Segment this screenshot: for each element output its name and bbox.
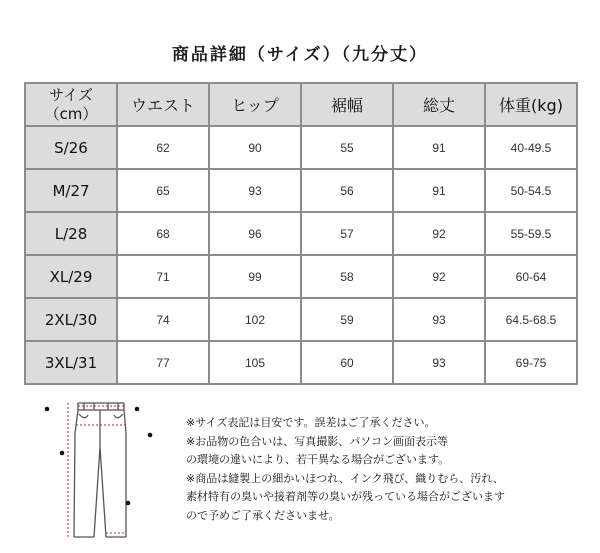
notes-section — [186, 414, 590, 526]
cell-size: S/26 — [25, 126, 117, 169]
cell-waist: 74 — [117, 298, 209, 341]
cell-weight: 69-75 — [485, 341, 577, 384]
cell-size: L/28 — [25, 212, 117, 255]
note-line-6: ので予めご了承くださいませ。 — [186, 508, 340, 522]
cell-size: M/27 — [25, 169, 117, 212]
column-header-size — [25, 83, 117, 126]
table-row — [25, 255, 577, 298]
cell-weight: 55-59.5 — [485, 212, 577, 255]
cell-total-length: 91 — [393, 169, 485, 212]
cell-size: 2XL/30 — [25, 298, 117, 341]
cell-total-length: 93 — [393, 341, 485, 384]
pants-measurement-diagram-icon — [38, 395, 156, 545]
cell-hip: 105 — [209, 341, 301, 384]
note-line-4: ※商品は縫製上の細かいほつれ、インク飛び、織りむら、汚れ、 — [186, 471, 504, 485]
table-body — [25, 126, 577, 384]
table-row — [25, 298, 577, 341]
cell-hem-width: 60 — [301, 341, 393, 384]
note-line-2: ※お品物の色合いは、写真撮影、パソコン画面表示等 — [186, 434, 448, 448]
cell-hem-width: 57 — [301, 212, 393, 255]
size-table — [24, 82, 578, 385]
column-header-size-label: サイズ — [49, 85, 93, 104]
cell-hip: 99 — [209, 255, 301, 298]
cell-weight: 64.5-68.5 — [485, 298, 577, 341]
cell-waist: 77 — [117, 341, 209, 384]
column-header-total-length: 総丈 — [393, 83, 485, 126]
cell-waist: 62 — [117, 126, 209, 169]
cell-waist: 65 — [117, 169, 209, 212]
cell-weight: 40-49.5 — [485, 126, 577, 169]
cell-waist: 71 — [117, 255, 209, 298]
page-title: 商品詳細（サイズ）（九分丈） — [171, 45, 429, 65]
cell-weight: 60-64 — [485, 255, 577, 298]
note-line-5: 素材特有の臭いや接着剤等の臭いが残っている場合がございます — [186, 490, 505, 504]
table-row — [25, 126, 577, 169]
cell-waist: 68 — [117, 212, 209, 255]
cell-hem-width: 58 — [301, 255, 393, 298]
note-line-1: ※サイズ表記は目安です。誤差はご了承ください。 — [186, 416, 436, 429]
cell-total-length: 92 — [393, 255, 485, 298]
note-line-3: の環境の違いにより、若干異なる場合がございます。 — [186, 453, 450, 467]
cell-weight: 50-54.5 — [485, 169, 577, 212]
cell-hem-width: 55 — [301, 126, 393, 169]
column-header-hip: ヒップ — [209, 83, 301, 126]
table-row — [25, 341, 577, 384]
cell-hem-width: 56 — [301, 169, 393, 212]
table-row — [25, 212, 577, 255]
cell-hip: 93 — [209, 169, 301, 212]
column-header-size-unit: （cm） — [44, 104, 98, 123]
cell-hip: 102 — [209, 298, 301, 341]
cell-total-length: 93 — [393, 298, 485, 341]
table-row — [25, 169, 577, 212]
column-header-weight: 体重(kg) — [485, 83, 577, 126]
column-header-waist: ウエスト — [117, 83, 209, 126]
cell-total-length: 91 — [393, 126, 485, 169]
cell-size: XL/29 — [25, 255, 117, 298]
cell-size: 3XL/31 — [25, 341, 117, 384]
cell-total-length: 92 — [393, 212, 485, 255]
cell-hem-width: 59 — [301, 298, 393, 341]
cell-hip: 96 — [209, 212, 301, 255]
table-header-row — [25, 83, 577, 126]
cell-hip: 90 — [209, 126, 301, 169]
column-header-hem-width: 裾幅 — [301, 83, 393, 126]
